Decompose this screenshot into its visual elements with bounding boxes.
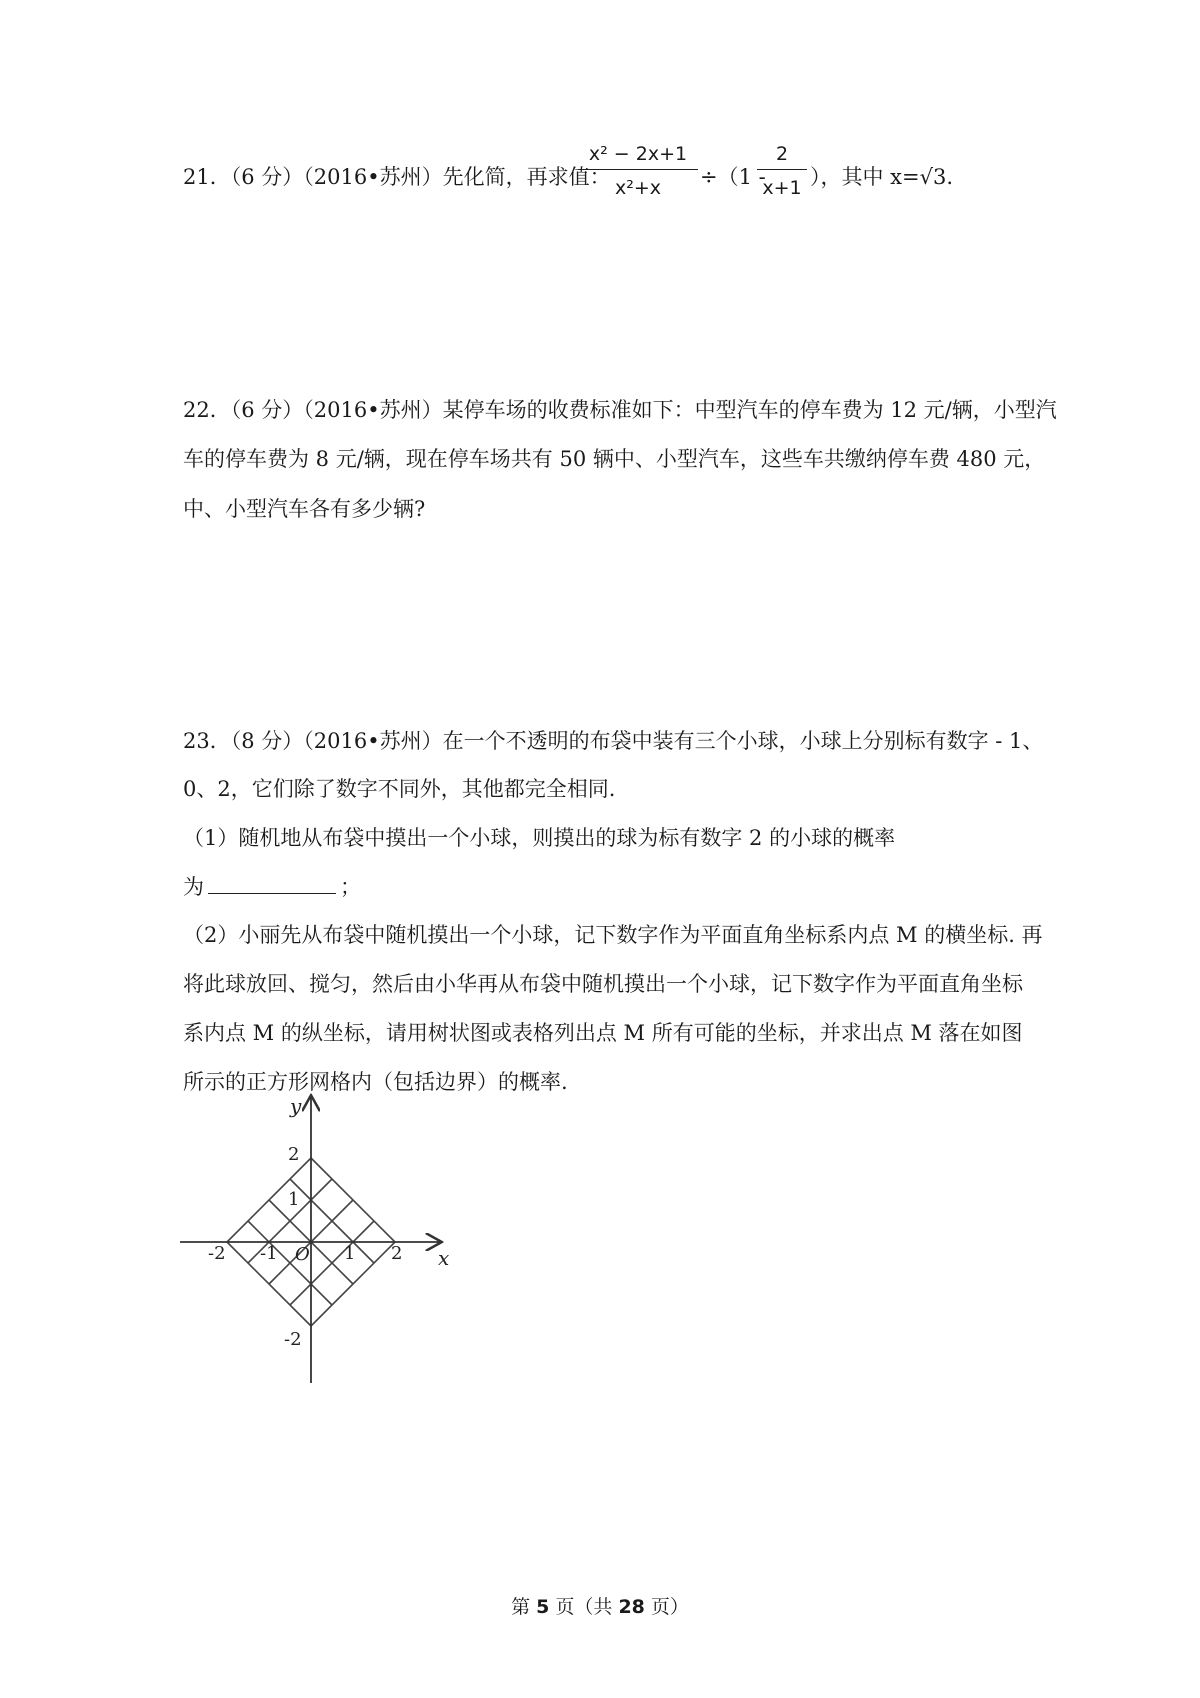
footer-text-post: 页） (644, 1596, 689, 1618)
q23-part-1-line-1: （1）随机地从布袋中摸出一个小球，则摸出的球为标有数字 2 的小球的概率 (183, 826, 896, 850)
fraction-bar (578, 169, 698, 170)
q21-suffix: ），其中 x=√3. (810, 165, 954, 189)
x-axis-label: x (438, 1246, 450, 1270)
q21-fraction-2 (757, 142, 807, 200)
tick-label-x-neg2: -2 (208, 1243, 226, 1264)
q23-part-2-line-2: 将此球放回、搅匀，然后由小华再从布袋中随机摸出一个小球，记下数字作为平面直角坐标 (183, 972, 1023, 996)
origin-label: O (295, 1244, 310, 1265)
q21-fraction-1-numerator: x² − 2x+1 (588, 143, 688, 165)
q21-fraction-2-numerator: 2 (775, 143, 789, 165)
q23-part-2-line-3: 系内点 M 的纵坐标，请用树状图或表格列出点 M 所有可能的坐标，并求出点 M 落在如图 (183, 1021, 1023, 1045)
answer-blank (208, 873, 336, 894)
tick-label-x-2: 2 (391, 1243, 403, 1264)
q23-part-1-prefix: 为 (183, 875, 204, 899)
q21-fraction-2-denominator: x+1 (762, 177, 802, 199)
footer-page-number: 5 (536, 1596, 550, 1618)
tick-label-x-neg1: -1 (260, 1243, 278, 1264)
tick-label-y-1: 1 (288, 1189, 300, 1210)
q23-part-2-line-1: （2）小丽先从布袋中随机摸出一个小球，记下数字作为平面直角坐标系内点 M 的横坐标. 再 (183, 923, 1043, 947)
q23-line-2: 0、2，它们除了数字不同外，其他都完全相同. (183, 777, 616, 801)
footer-text-pre: 第 (511, 1596, 537, 1618)
q21-division: ÷（1 - (700, 165, 766, 189)
tick-label-y-neg2: -2 (284, 1329, 302, 1350)
fraction-bar (757, 169, 807, 170)
q22-line-2: 车的停车费为 8 元/辆，现在停车场共有 50 辆中、小型汽车，这些车共缴纳停车费 480 元， (183, 447, 1046, 471)
q23-part-2-line-4: 所示的正方形网格内（包括边界）的概率. (183, 1070, 568, 1094)
q21-fraction-1 (578, 142, 698, 200)
coordinate-grid-figure (178, 1085, 453, 1385)
q23-part-1-suffix: ； (340, 875, 361, 899)
q21-fraction-1-denominator: x²+x (614, 177, 662, 199)
footer-total-pages: 28 (618, 1596, 645, 1618)
y-axis-label: y (290, 1094, 302, 1118)
page-footer (0, 1592, 1200, 1619)
q23-line-1: 23．（8 分）（2016•苏州）在一个不透明的布袋中装有三个小球，小球上分别标有数字 ‑ 1、 (183, 729, 1044, 753)
tick-label-y-2: 2 (288, 1144, 300, 1165)
q23-part-1-line-2 (183, 873, 361, 901)
q21-prefix: 21．（6 分）（2016•苏州）先化简，再求值： (183, 165, 611, 189)
footer-text-mid: 页（共 (549, 1596, 619, 1618)
q22-line-3: 中、小型汽车各有多少辆? (183, 497, 426, 521)
q22-line-1: 22．（6 分）（2016•苏州）某停车场的收费标准如下：中型汽车的停车费为 12 元/辆，小型汽 (183, 398, 1057, 422)
tick-label-x-1: 1 (344, 1243, 356, 1264)
